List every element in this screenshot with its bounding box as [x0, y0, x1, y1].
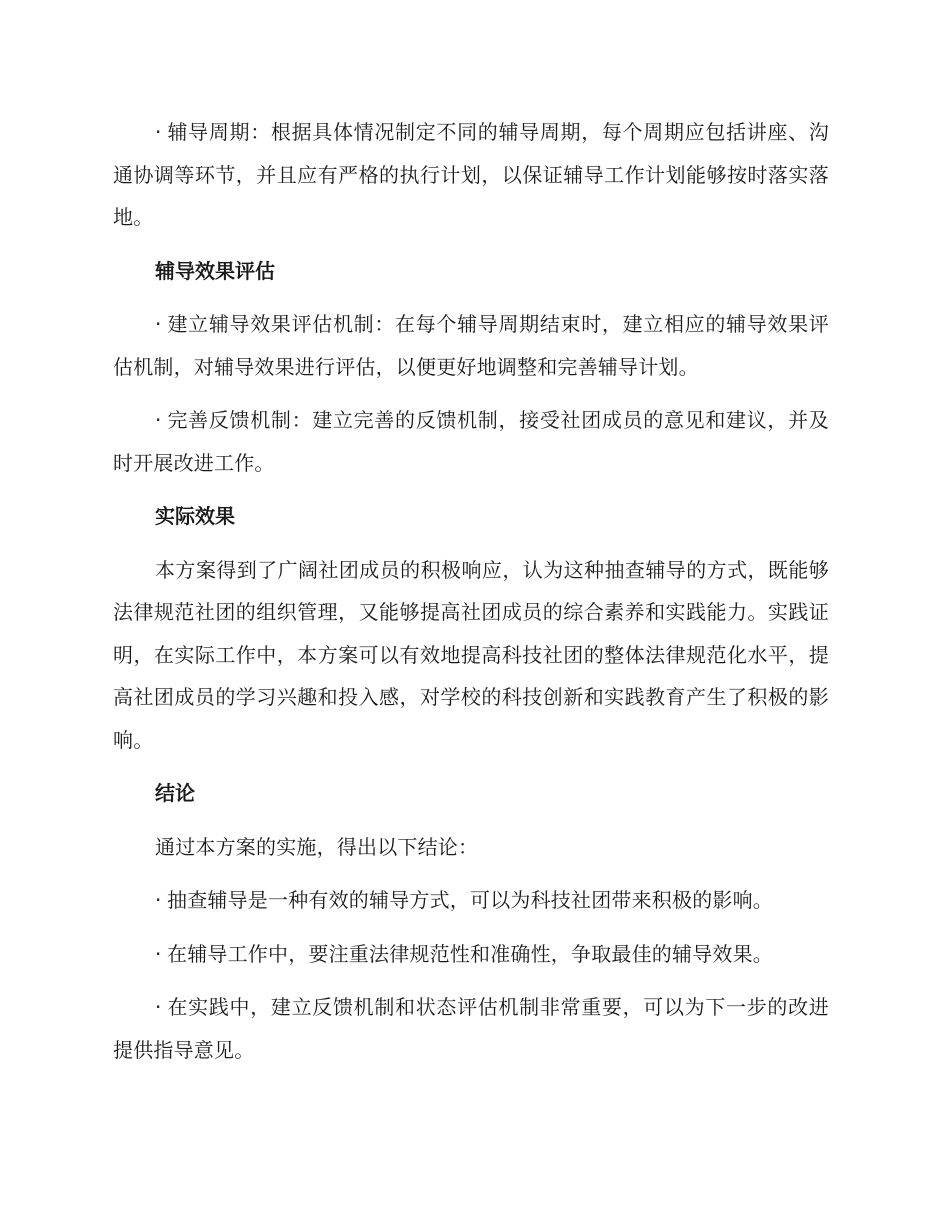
bullet-paragraph-evaluation-mechanism	[113, 303, 829, 388]
paragraph-text: 建立辅导效果评估机制：在每个辅导周期结束时，建立相应的辅导效果评估机制，对辅导效果进行评估，以便更好地调整和完善辅导计划。	[113, 312, 829, 379]
bullet-mark: ·	[155, 312, 162, 336]
bullet-paragraph-conclusion-2	[113, 933, 829, 976]
paragraph-actual-effect: 本方案得到了广阔社团成员的积极响应，认为这种抽查辅导的方式，既能够法律规范社团的组织管理，又能够提高社团成员的综合素养和实践能力。实践证明，在实际工作中，本方案可以有效地提高科技社团的整体法律规范化水平，提高社团成员的学习兴趣和投入感，对学校的科技创新和实践教育产生了积极的影响。	[113, 557, 829, 752]
section-heading-effect-evaluation: 辅导效果评估	[155, 258, 275, 283]
bullet-paragraph-coaching-cycle	[113, 111, 829, 239]
paragraph-conclusion-intro: 通过本方案的实施，得出以下结论：	[155, 834, 479, 859]
paragraph-text: 在辅导工作中，要注重法律规范性和准确性，争取最佳的辅导效果。	[167, 941, 773, 966]
paragraph-text: 抽查辅导是一种有效的辅导方式，可以为科技社团带来积极的影响。	[167, 888, 773, 912]
section-heading-conclusion: 结论	[155, 781, 195, 805]
bullet-mark: ·	[155, 120, 162, 144]
bullet-paragraph-conclusion-3	[113, 986, 829, 1071]
bullet-mark: ·	[155, 995, 162, 1019]
bullet-paragraph-conclusion-1	[113, 879, 829, 922]
bullet-mark: ·	[155, 941, 162, 966]
paragraph-text: 辅导周期：根据具体情况制定不同的辅导周期，每个周期应包括讲座、沟通协调等环节，并且应有严格的执行计划，以保证辅导工作计划能够按时落实落地。	[113, 120, 829, 229]
paragraph-text: 完善反馈机制：建立完善的反馈机制，接受社团成员的意见和建议，并及时开展改进工作。	[113, 408, 829, 475]
section-heading-actual-effect: 实际效果	[155, 504, 235, 528]
bullet-paragraph-feedback-mechanism	[113, 399, 829, 484]
paragraph-text: 在实践中，建立反馈机制和状态评估机制非常重要，可以为下一步的改进提供指导意见。	[113, 995, 829, 1062]
bullet-mark: ·	[155, 888, 162, 912]
bullet-mark: ·	[155, 408, 162, 432]
